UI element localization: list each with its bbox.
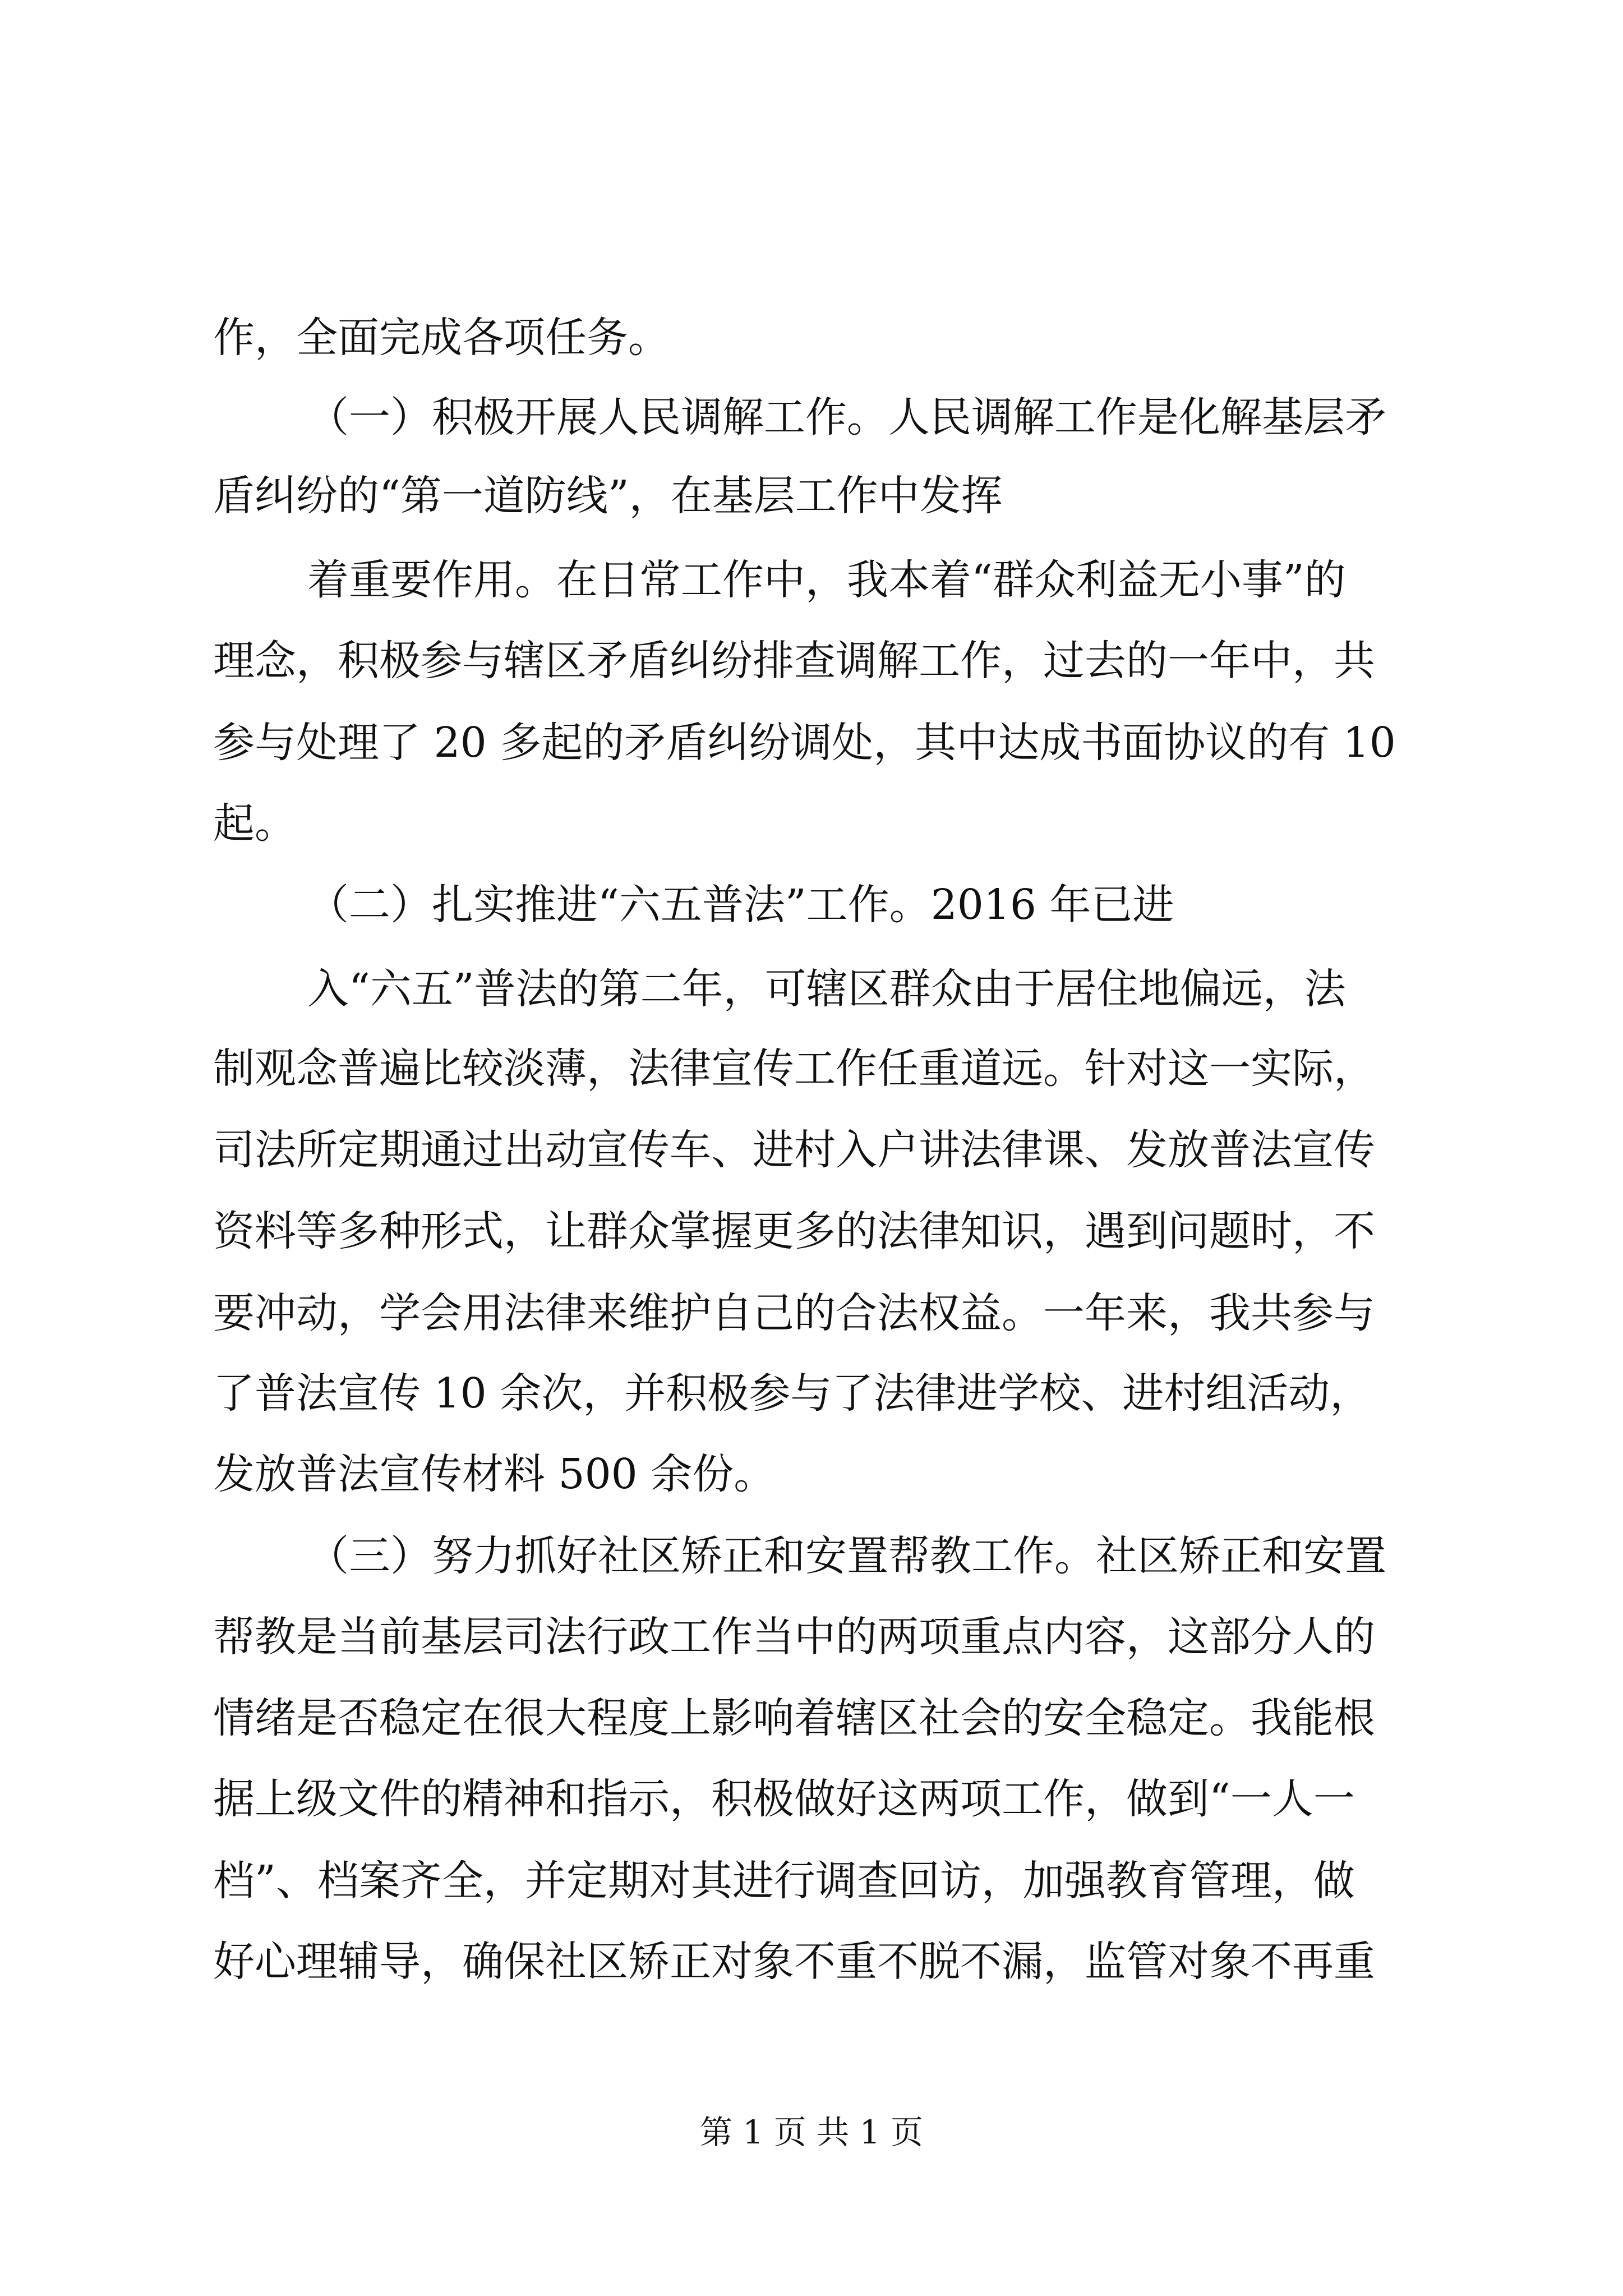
text-line-21: 好心理辅导，确保社区矫正对象不重不脱不漏，监管对象不再重 [213,1938,1375,1986]
text-line-5: 理念，积极参与辖区矛盾纠纷排查调解工作，过去的一年中，共 [213,637,1375,685]
page-footer: 第 1 页 共 1 页 [700,2113,923,2151]
text-line-11: 司法所定期通过出动宣传车、进村入户讲法律课、发放普法宣传 [213,1126,1375,1174]
text-line-19: 据上级文件的精神和指示，积极做好这两项工作，做到“一人一 [213,1775,1355,1823]
text-line-16: （三）努力抓好社区矫正和安置帮教工作。社区矫正和安置 [307,1532,1386,1580]
text-line-2: （一）积极开展人民调解工作。人民调解工作是化解基层矛 [307,393,1386,441]
text-line-1: 作，全面完成各项任务。 [213,314,670,362]
text-line-14: 了普法宣传 10 余次，并积极参与了法律进学校、进村组活动， [213,1369,1372,1418]
text-line-8: （二）扎实推进“六五普法”工作。2016 年已进 [307,881,1174,929]
text-line-12: 资料等多种形式，让群众掌握更多的法律知识，遇到问题时，不 [213,1207,1375,1255]
text-line-4: 着重要作用。在日常工作中，我本着“群众利益无小事”的 [307,556,1346,604]
text-line-17: 帮教是当前基层司法行政工作当中的两项重点内容，这部分人的 [213,1613,1375,1661]
text-line-7: 起。 [213,799,296,848]
text-line-15: 发放普法宣传材料 500 余份。 [213,1450,776,1498]
text-line-9: 入“六五”普法的第二年，可辖区群众由于居住地偏远，法 [307,965,1346,1013]
text-line-6: 参与处理了 20 多起的矛盾纠纷调处，其中达成书面协议的有 10 [213,719,1396,767]
text-line-20: 档”、档案齐全，并定期对其进行调查回访，加强教育管理，做 [213,1857,1355,1905]
text-line-10: 制观念普遍比较淡薄，法律宣传工作任重道远。针对这一实际， [213,1045,1375,1093]
text-line-3: 盾纠纷的“第一道防线”，在基层工作中发挥 [213,472,1003,520]
text-line-13: 要冲动，学会用法律来维护自己的合法权益。一年来，我共参与 [213,1289,1375,1337]
text-line-18: 情绪是否稳定在很大程度上影响着辖区社会的安全稳定。我能根 [213,1694,1375,1742]
